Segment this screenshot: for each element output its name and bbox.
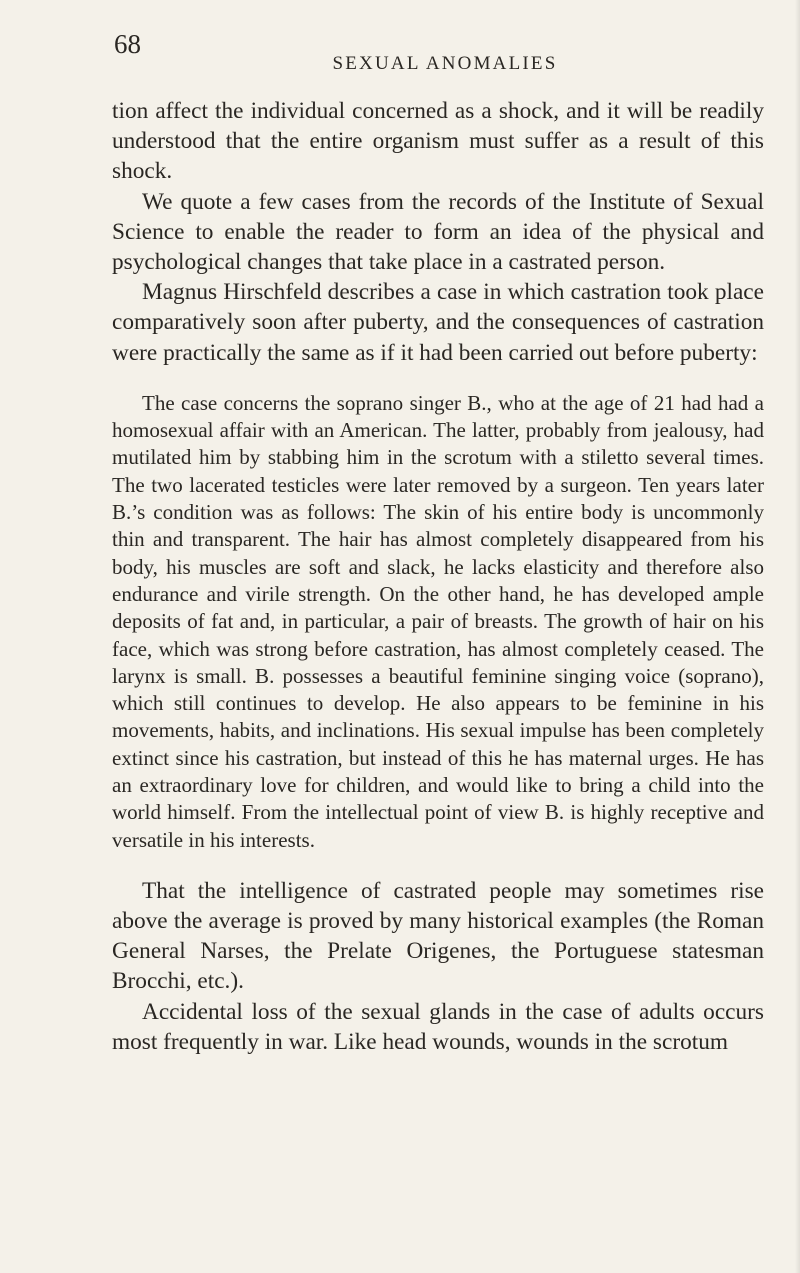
page-number: 68 [114,29,141,59]
paragraph-records: We quote a few cases from the records of the Institute of Sexual Science to enable the reader to form an idea of the physical and psychological changes that take place in a castrated person. [112,188,764,276]
paragraph-intelligence: That the intelligence of castrated people may sometimes rise above the average is proved by many historical examples (the Roman General Narses, the Prelate Origenes, the Portuguese statesman Brocchi, etc.). [112,877,764,995]
body-text [112,96,764,1057]
paragraph-continuation: tion affect the individual concerned as a shock, and it will be readily understood that the entire organism must suffer as a result of this shock. [112,98,764,185]
paragraph-hirschfeld: Magnus Hirschfeld describes a case in which castration took place comparatively soon after puberty, and the consequences of castration were practically the same as if it had been carried out before puberty: [112,279,764,366]
page-edge-shadow [795,0,800,1273]
running-head: SEXUAL ANOMALIES [332,53,558,74]
paragraph-war-injury: Accidental loss of the sexual glands in the case of adults occurs most frequently in war. Like head wounds, wounds in the scrotum [112,998,764,1055]
block-quote-case: The case concerns the soprano singer B., who at the age of 21 had had a homosexual affair with an American. The latter, probably from jealousy, had mutilated him by stabbing him in the scrotum with a stiletto several times. The two lacerated testicles were later removed by a surgeon. Ten years later B.’s condition was as follows: The skin of his entire body is uncommonly thin and transparent. The hair has almost completely disappeared from his body, his muscles are soft and slack, he lacks elasticity and therefore also endurance and virile strength. On the other hand, he has developed ample deposits of fat and, in particular, a pair of breasts. The growth of hair on his face, which was strong before castration, has almost completely ceased. The larynx is small. B. possesses a beautiful feminine singing voice (soprano), which still continues to develop. He also appears to be feminine in his movements, habits, and inclinations. His sexual impulse has been completely extinct since his castration, but instead of this he has maternal urges. He has an extraordinary love for children, and would like to bring a child into the world himself. From the intellectual point of view B. is highly receptive and versatile in his interests. [112,390,764,852]
